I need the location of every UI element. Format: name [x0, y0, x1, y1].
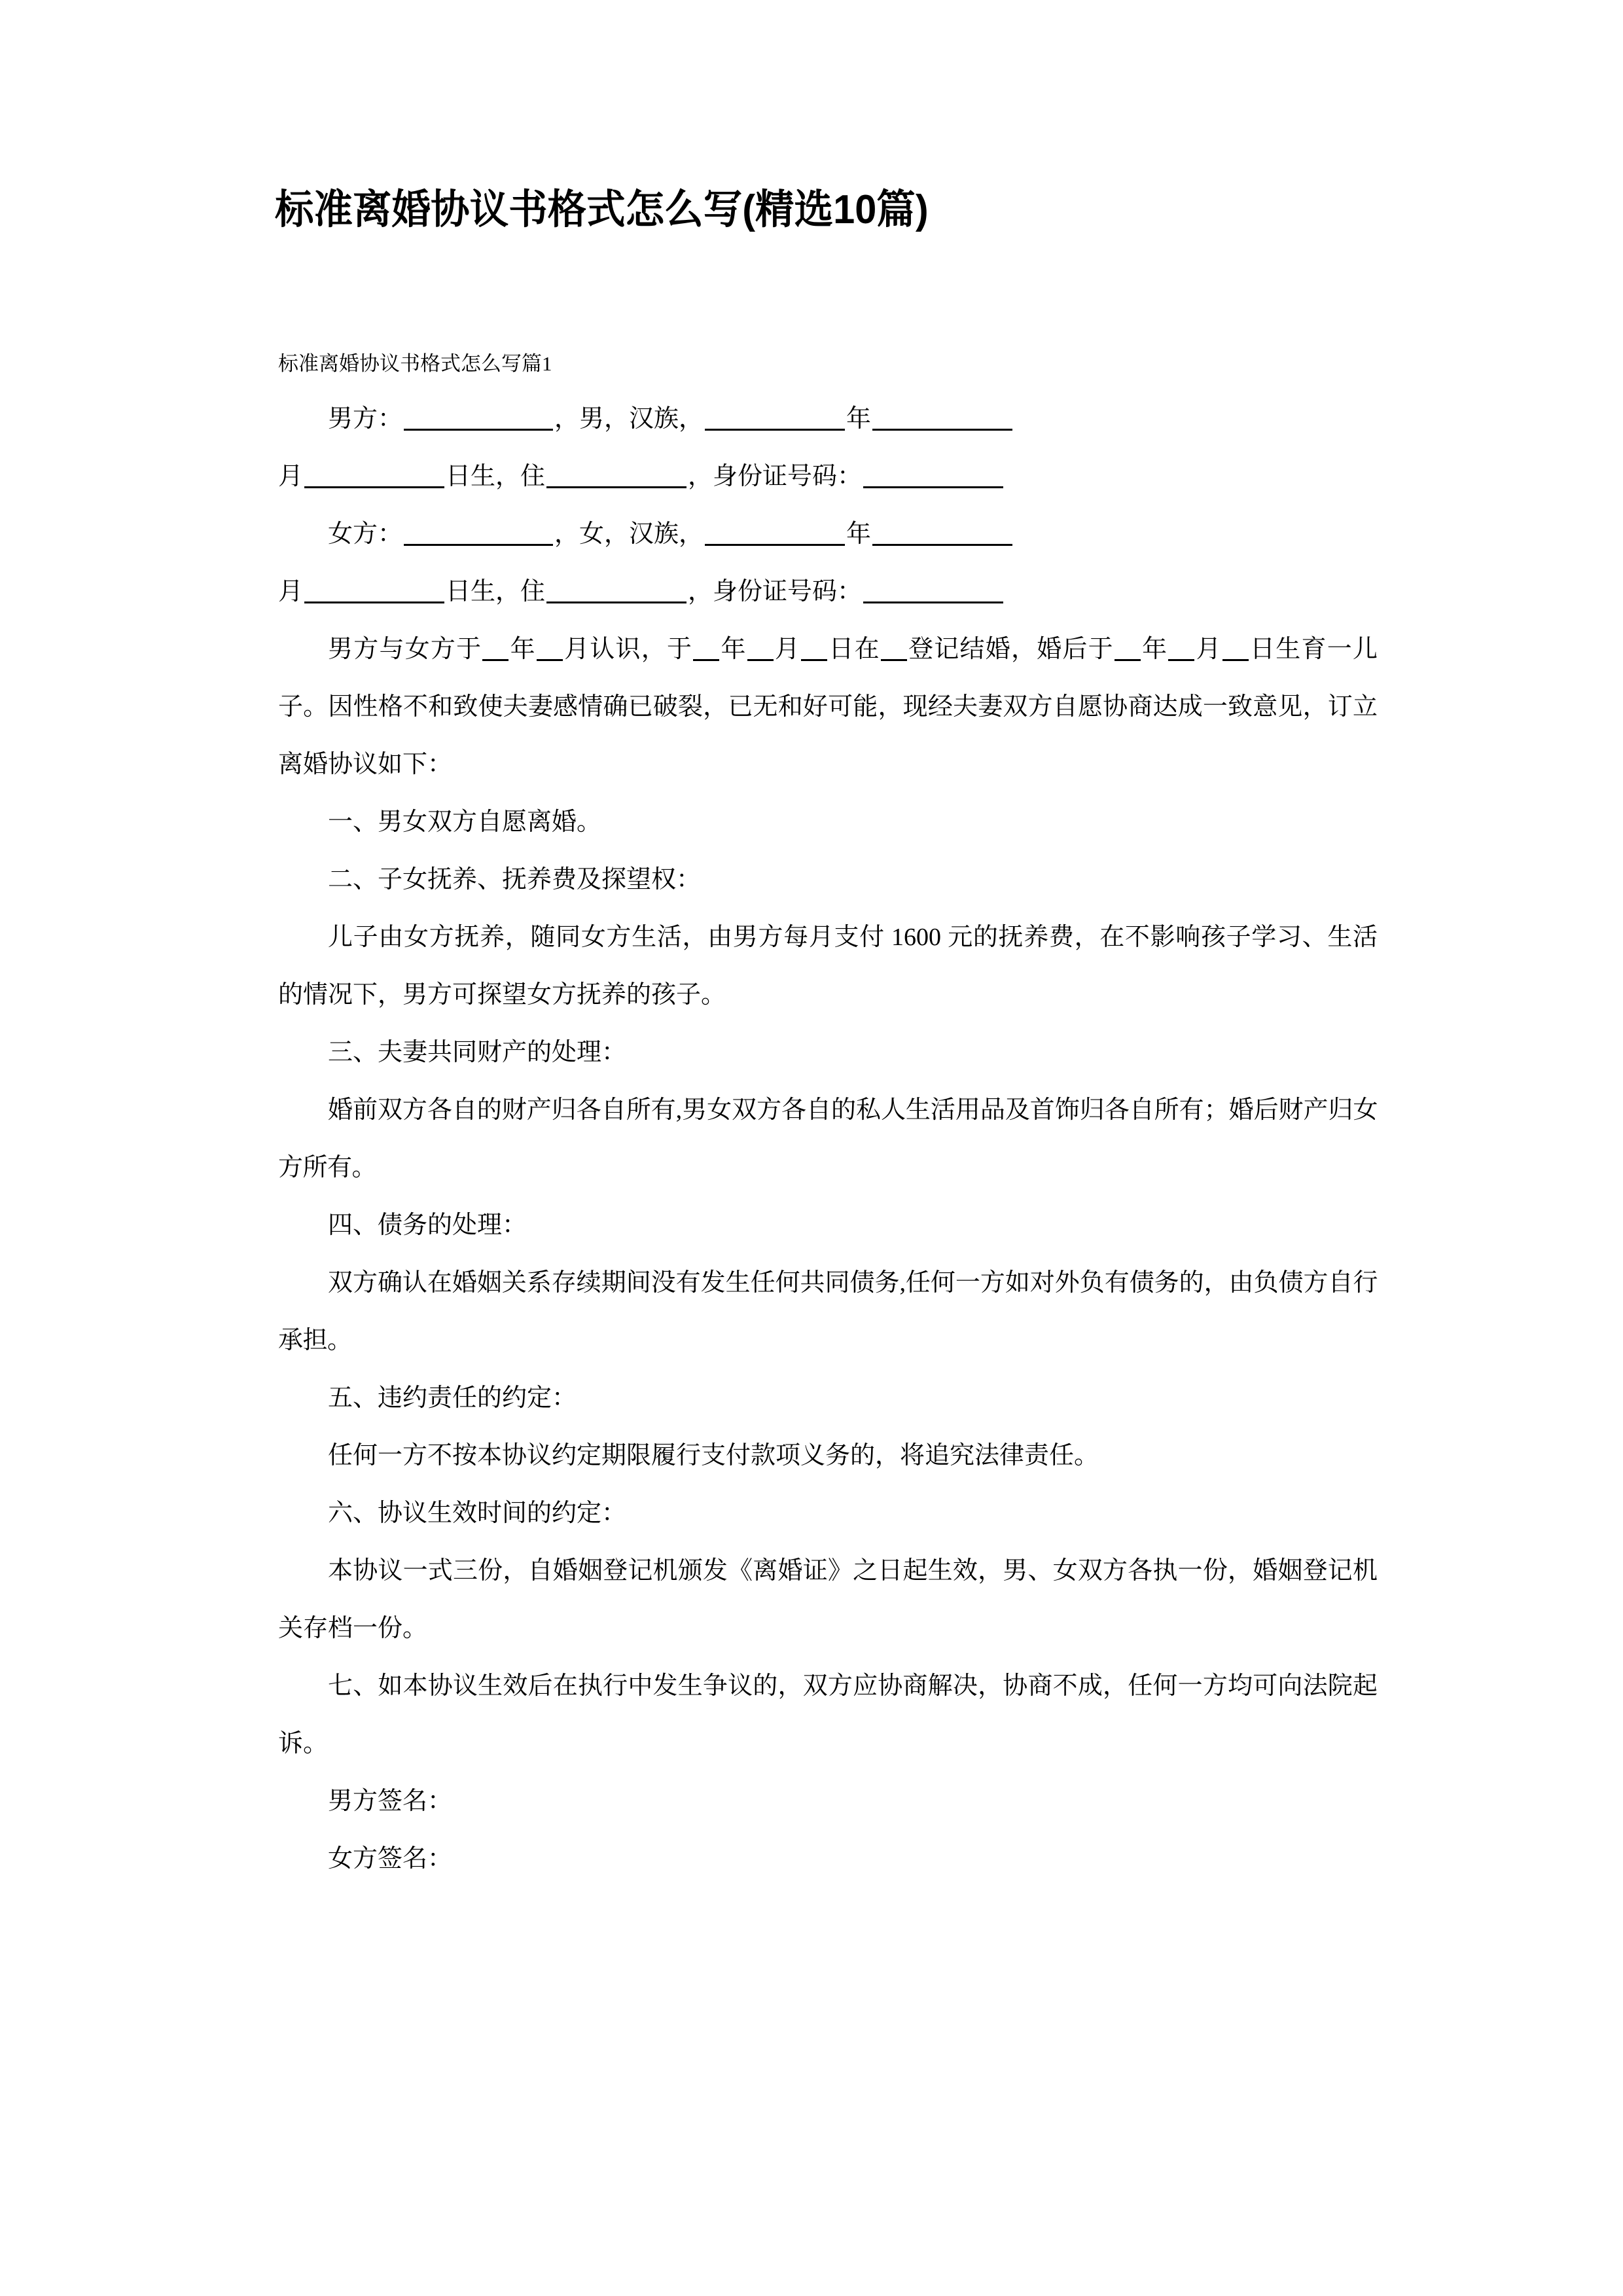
female-birth-address-label: 日生，住 [446, 578, 546, 605]
female-birth-month-blank[interactable] [872, 522, 1012, 546]
clause-heading-2: 二、子女抚养、抚养费及探望权： [328, 866, 702, 893]
birth-month-blank[interactable] [1168, 639, 1194, 661]
meet-year-blank[interactable] [482, 639, 508, 661]
clause-body-5: 任何一方不按本协议约定期限履行支付款项义务的，将追究法律责任。 [328, 1442, 1099, 1469]
male-id-label: 身份证号码： [713, 463, 863, 490]
female-month-label: 月 [278, 578, 304, 605]
marry-day-blank[interactable] [801, 639, 827, 661]
female-birth-year-blank[interactable] [705, 522, 845, 546]
female-birth-day-blank[interactable] [304, 579, 444, 603]
female-id-label: 身份证号码： [713, 578, 863, 605]
male-birth-month-blank[interactable] [872, 406, 1012, 431]
birth-day-blank[interactable] [1222, 639, 1249, 661]
preamble-seg-2: 月认识，于 [563, 636, 693, 663]
preamble-seg-6: 登记结婚，婚后于 [907, 636, 1114, 663]
male-party-line-1 [278, 390, 1378, 448]
page-title: 标准离婚协议书格式怎么写(精选10篇) [275, 187, 929, 232]
male-name-blank[interactable] [404, 406, 553, 431]
male-party-line-2 [278, 448, 1378, 505]
marry-month-blank[interactable] [747, 639, 774, 661]
male-month-label: 月 [278, 463, 304, 490]
female-party-line-2 [278, 563, 1378, 620]
male-id-blank[interactable] [863, 464, 1003, 488]
preamble-seg-7: 年 [1141, 636, 1168, 663]
clause-body-4: 双方确认在婚姻关系存续期间没有发生任何共同债务,任何一方如对外负有债务的，由负债方自行承担。 [278, 1269, 1378, 1354]
clause-heading-4: 四、债务的处理： [328, 1211, 527, 1239]
male-birth-year-blank[interactable] [705, 406, 845, 431]
female-year-label: 年 [846, 520, 872, 548]
preamble-seg-5: 日在 [828, 636, 880, 663]
clause-body-6: 本协议一式三份，自婚姻登记机颁发《离婚证》之日起生效，男、女双方各执一份，婚姻登记机关存档一份。 [278, 1557, 1378, 1642]
marry-year-blank[interactable] [693, 639, 719, 661]
document-body [278, 347, 1378, 1888]
male-party-label: 男方： [328, 405, 403, 433]
male-year-label: 年 [846, 405, 872, 433]
female-address-blank[interactable] [546, 579, 687, 603]
female-comma: ， [688, 578, 713, 605]
clause-heading-5: 五、违约责任的约定： [328, 1384, 577, 1412]
preamble-seg-8: 月 [1195, 636, 1222, 663]
preamble-paragraph [278, 620, 1378, 793]
preamble-seg-4: 月 [774, 636, 801, 663]
section-subtitle: 标准离婚协议书格式怎么写篇1 [278, 352, 552, 375]
female-party-label: 女方： [328, 520, 403, 548]
clause-heading-6: 六、协议生效时间的约定： [328, 1499, 627, 1527]
male-signature-label: 男方签名： [328, 1787, 453, 1815]
female-party-descriptor: ，女，汉族， [554, 520, 704, 548]
clause-body-2: 儿子由女方抚养，随同女方生活，由男方每月支付 1600 元的抚养费，在不影响孩子学习、生活的情况下，男方可探望女方抚养的孩子。 [278, 924, 1378, 1009]
male-comma: ， [688, 463, 713, 490]
clause-heading-1: 一、男女双方自愿离婚。 [328, 808, 602, 836]
clause-heading-3: 三、夫妻共同财产的处理： [328, 1039, 627, 1066]
male-address-blank[interactable] [546, 464, 687, 488]
female-id-blank[interactable] [863, 579, 1003, 603]
meet-month-blank[interactable] [537, 639, 563, 661]
preamble-seg-9: 日生育一儿子。因性格不和致使夫妻感情确已破裂，已无和好可能，现经夫妻双方自愿协商达成一致意见，订立离婚协议如下： [278, 636, 1378, 778]
marry-place-blank[interactable] [881, 639, 907, 661]
male-birth-address-label: 日生，住 [446, 463, 546, 490]
female-party-line-1 [278, 505, 1378, 563]
male-birth-day-blank[interactable] [304, 464, 444, 488]
preamble-seg-1: 年 [509, 636, 536, 663]
birth-year-blank[interactable] [1115, 639, 1141, 661]
clause-body-3: 婚前双方各自的财产归各自所有,男女双方各自的私人生活用品及首饰归各自所有；婚后财产归女方所有。 [278, 1096, 1378, 1181]
clause-heading-7: 七、如本协议生效后在执行中发生争议的，双方应协商解决，协商不成，任何一方均可向法院起诉。 [278, 1672, 1378, 1757]
female-name-blank[interactable] [404, 522, 553, 546]
preamble-seg-0: 男方与女方于 [328, 636, 482, 663]
male-party-descriptor: ，男，汉族， [554, 405, 704, 433]
female-signature-label: 女方签名： [328, 1845, 453, 1873]
preamble-seg-3: 年 [720, 636, 747, 663]
